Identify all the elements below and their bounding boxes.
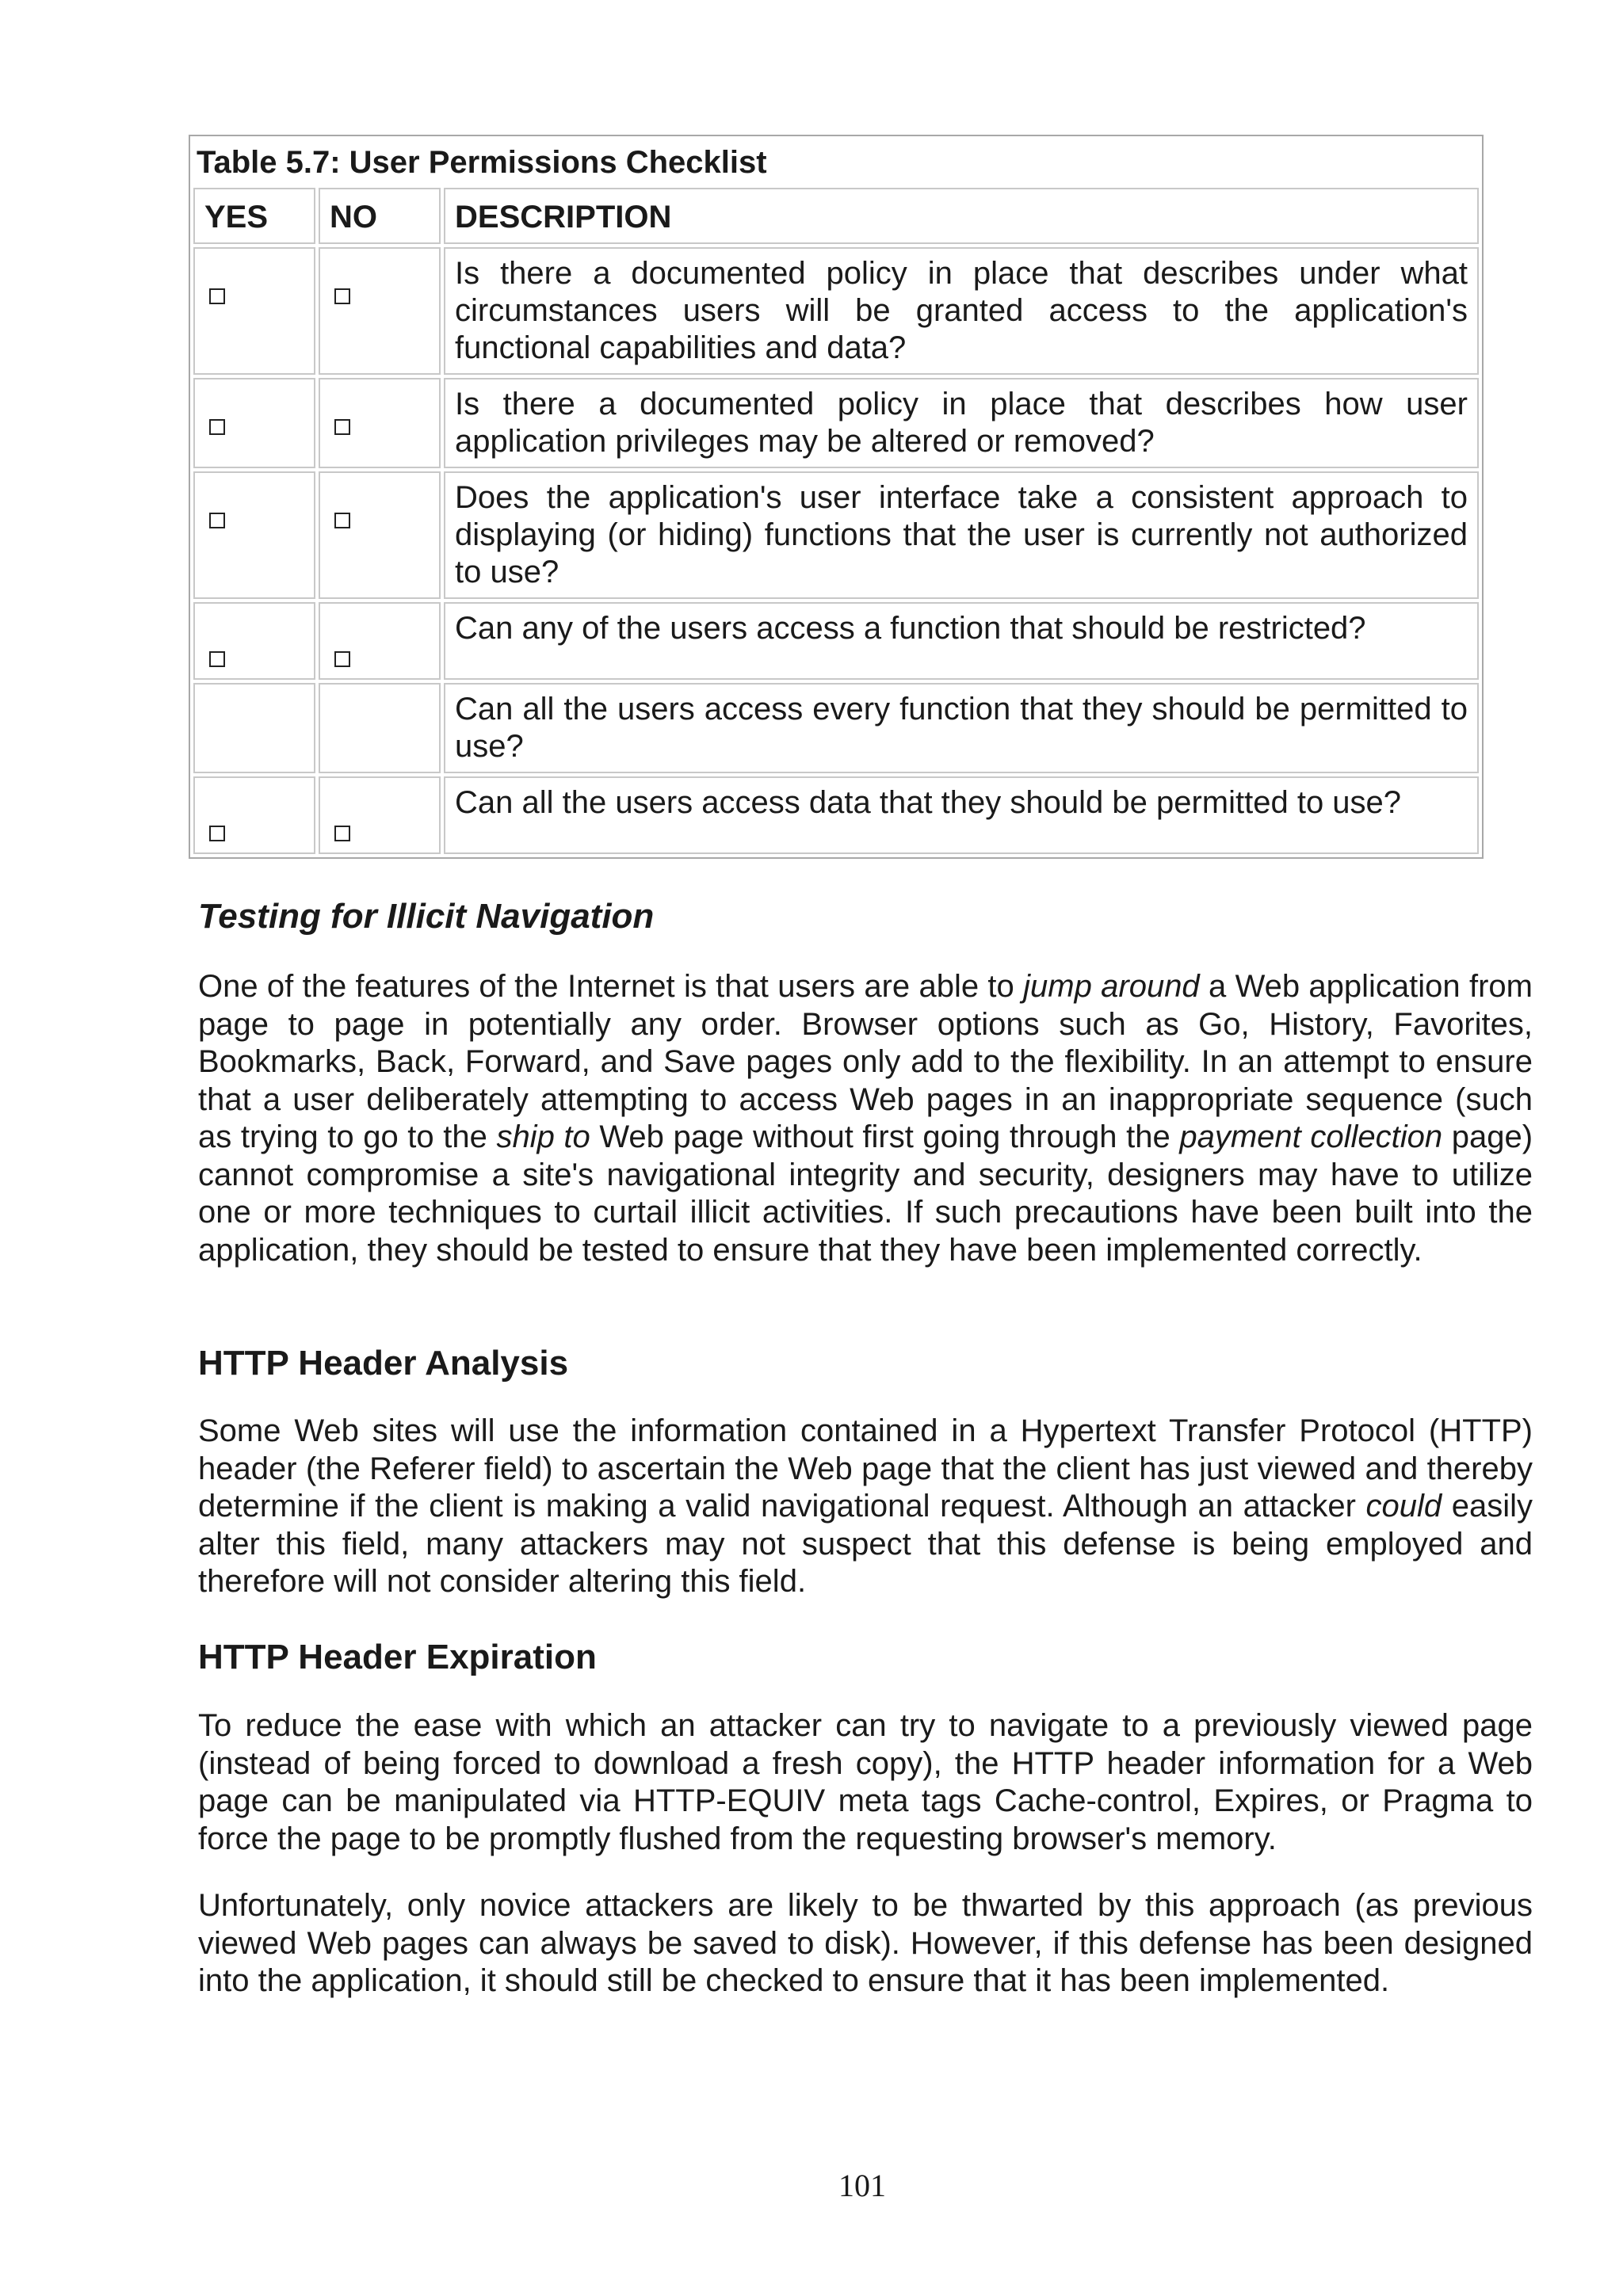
yes-cell <box>193 378 315 468</box>
no-checkbox[interactable] <box>334 826 350 841</box>
text-run: Some Web sites will use the information contained in a Hypertext Transfer Protocol (HTTP) header (the Referer field) to ascertain the Web page that the client has just viewed and thereby determine if the client is making a valid navigational request. Although an attacker <box>198 1413 1533 1524</box>
no-cell <box>319 602 441 680</box>
page-number: 101 <box>838 2168 886 2203</box>
description-cell: Is there a documented policy in place that describes how user application privileges may be altered or removed? <box>444 378 1479 468</box>
no-cell-empty <box>319 683 441 773</box>
yes-checkbox[interactable] <box>209 651 225 667</box>
heading-http-header-expiration: HTTP Header Expiration <box>198 1638 597 1676</box>
table-row <box>193 776 1479 854</box>
table-row <box>193 602 1479 680</box>
no-cell <box>319 378 441 468</box>
text-run: easily alter this field, many attackers may not suspect that this defense is being employed and therefore will not consider altering this field. <box>198 1489 1533 1599</box>
emphasis-payment-collection: payment collection <box>1179 1119 1443 1154</box>
table-row <box>193 471 1479 599</box>
table-row <box>193 247 1479 375</box>
no-cell <box>319 471 441 599</box>
user-permissions-checklist-table <box>189 135 1484 859</box>
no-checkbox[interactable] <box>334 288 350 304</box>
yes-checkbox[interactable] <box>209 288 225 304</box>
no-cell <box>319 776 441 854</box>
yes-cell <box>193 602 315 680</box>
emphasis-jump-around: jump around <box>1023 969 1200 1004</box>
paragraph-http-header-expiration-1: To reduce the ease with which an attacker can try to navigate to a previously viewed page (instead of being forced to download a fresh copy), the HTTP header information for a Web page can be manipulated via HTTP-EQUIV meta tags Cache-control, Expires, or Pragma to force the page to be promptly flushed from the requesting browser's memory. <box>198 1708 1533 1856</box>
heading-http-header-analysis: HTTP Header Analysis <box>198 1344 569 1383</box>
paragraph-http-header-analysis <box>198 1413 1533 1601</box>
table-row <box>193 683 1479 773</box>
description-cell: Is there a documented policy in place that describes under what circumstances users will be granted access to the application's functional capabilities and data? <box>444 247 1479 375</box>
no-checkbox[interactable] <box>334 513 350 528</box>
yes-cell-empty <box>193 683 315 773</box>
emphasis-ship-to: ship to <box>496 1119 590 1154</box>
description-cell: Can all the users access data that they should be permitted to use? <box>444 776 1479 854</box>
yes-checkbox[interactable] <box>209 513 225 528</box>
column-header-yes: YES <box>193 188 315 244</box>
text-run: page) cannot compromise a site's navigational integrity and security, designers may have to utilize one or more techniques to curtail illicit activities. If such precautions have been built into the application, they should be tested to ensure that they have been implemented correctly. <box>198 1119 1533 1268</box>
description-cell: Can any of the users access a function that should be restricted? <box>444 602 1479 680</box>
no-checkbox[interactable] <box>334 651 350 667</box>
table-caption: Table 5.7: User Permissions Checklist <box>197 145 767 180</box>
table-row <box>193 378 1479 468</box>
column-header-no: NO <box>319 188 441 244</box>
paragraph-http-header-expiration-2: Unfortunately, only novice attackers are likely to be thwarted by this approach (as previous viewed Web pages can always be saved to disk). However, if this defense has been designed into the application, it should still be checked to ensure that it has been implemented. <box>198 1888 1533 1998</box>
description-cell: Does the application's user interface take a consistent approach to displaying (or hiding) functions that the user is currently not authorized to use? <box>444 471 1479 599</box>
yes-cell <box>193 247 315 375</box>
yes-checkbox[interactable] <box>209 419 225 435</box>
no-checkbox[interactable] <box>334 419 350 435</box>
description-cell: Can all the users access every function that they should be permitted to use? <box>444 683 1479 773</box>
table-header-row <box>193 188 1479 244</box>
yes-checkbox[interactable] <box>209 826 225 841</box>
yes-cell <box>193 776 315 854</box>
text-run: a Web application from page to page in potentially any order. Browser options such as Go, History, Favorites, Bookmarks, Back, Forward, and Save pages only add to the flexibility. In an attempt to ensure that a user deliberately attempting to access Web pages in an inappropriate sequence (such as trying to go to the <box>198 969 1533 1154</box>
yes-cell <box>193 471 315 599</box>
heading-illicit-navigation: Testing for Illicit Navigation <box>198 897 655 936</box>
text-run: One of the features of the Internet is that users are able to <box>198 969 1024 1004</box>
paragraph-illicit-navigation <box>198 968 1533 1269</box>
text-run: Web page without first going through the <box>590 1119 1180 1154</box>
emphasis-could: could <box>1365 1489 1442 1524</box>
column-header-description: DESCRIPTION <box>444 188 1479 244</box>
no-cell <box>319 247 441 375</box>
